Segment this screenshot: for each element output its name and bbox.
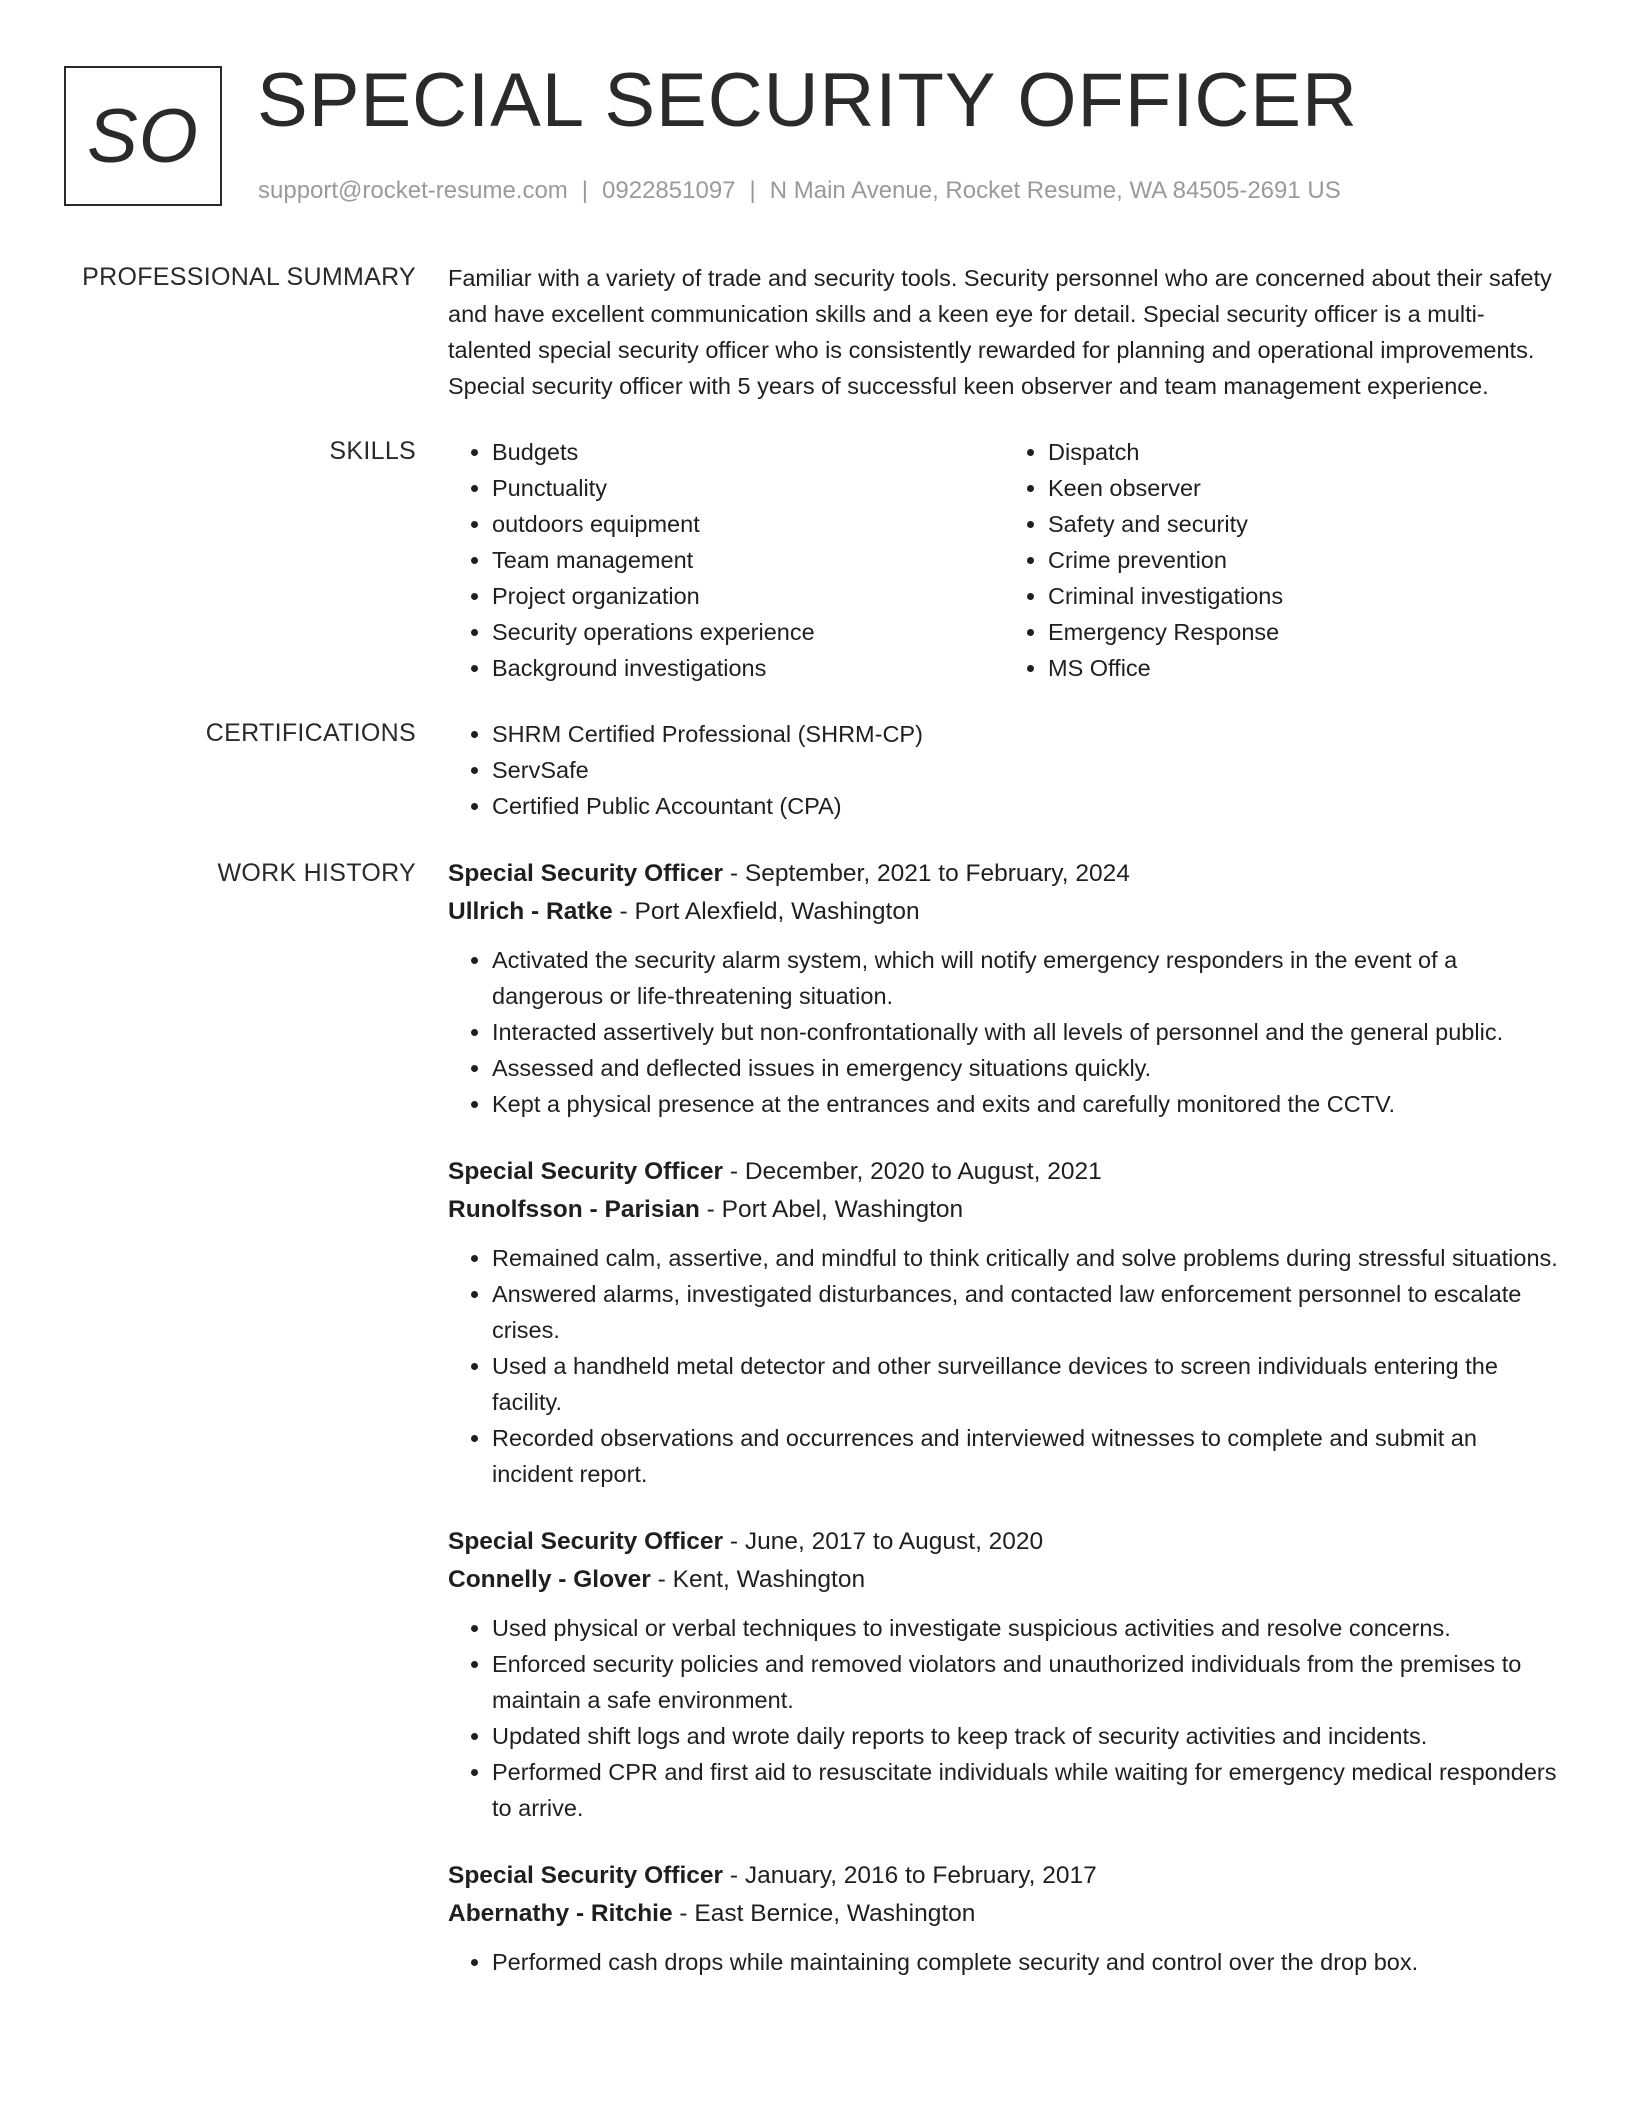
job-bullet: • Kept a physical presence at the entrances and exits and carefully monitored the CCTV. [492, 1086, 1560, 1122]
job-bullets [448, 942, 1560, 1122]
job-bullet: • Updated shift logs and wrote daily reports to keep track of security activities and incidents. [492, 1718, 1560, 1754]
job-dates: - June, 2017 to August, 2020 [723, 1528, 1044, 1555]
job-company: Abernathy - Ritchie [448, 1900, 673, 1927]
monogram-initials: SO [87, 93, 199, 179]
job-dates: - December, 2020 to August, 2021 [723, 1158, 1102, 1185]
skills-list-left [448, 434, 1004, 686]
job-title-line [448, 1858, 1560, 1894]
skill-item: • Emergency Response [1048, 614, 1560, 650]
contact-address: N Main Avenue, Rocket Resume, WA 84505-2691 US [769, 177, 1341, 204]
job-company-line [448, 1560, 1560, 1600]
job-bullet: • Performed CPR and first aid to resuscitate individuals while waiting for emergency medical responders to arrive. [492, 1754, 1560, 1826]
summary-text: Familiar with a variety of trade and security tools. Security personnel who are concerned about their safety and have excellent communication skills and a keen eye for detail. Special security officer is a multi-talented special security officer who is consistently rewarded for planning and operational improvements. Special security officer with 5 years of successful keen observer and team management experience. [448, 265, 1552, 399]
summary-section [0, 260, 1632, 404]
job-title-line [448, 1524, 1560, 1560]
skill-item: • Criminal investigations [1048, 578, 1560, 614]
skill-item: • Punctuality [492, 470, 1004, 506]
job-entry [448, 856, 1560, 1122]
job-role: Special Security Officer [448, 860, 724, 887]
job-dates: - January, 2016 to February, 2017 [723, 1862, 1097, 1889]
skill-item: • Crime prevention [1048, 542, 1560, 578]
contact-line [258, 176, 1341, 206]
job-bullets [448, 1240, 1560, 1492]
job-location: - East Bernice, Washington [672, 1900, 976, 1927]
skill-item: • Budgets [492, 434, 1004, 470]
job-bullets [448, 1944, 1560, 1980]
job-role: Special Security Officer [448, 1862, 724, 1889]
job-bullet: • Assessed and deflected issues in emergency situations quickly. [492, 1050, 1560, 1086]
job-bullet: • Performed cash drops while maintaining complete security and control over the drop box. [492, 1944, 1560, 1980]
job-title-line [448, 856, 1560, 892]
job-bullets [448, 1610, 1560, 1826]
job-role: Special Security Officer [448, 1528, 724, 1555]
job-company-line [448, 892, 1560, 932]
job-company-line [448, 1190, 1560, 1230]
skill-item: • Project organization [492, 578, 1004, 614]
job-bullet: • Recorded observations and occurrences and interviewed witnesses to complete and submit an incident report. [492, 1420, 1560, 1492]
section-title-work-history: WORK HISTORY [217, 859, 416, 887]
work-history-section [0, 856, 1632, 1980]
skill-item: • Safety and security [1048, 506, 1560, 542]
job-location: - Port Alexfield, Washington [612, 898, 920, 925]
job-bullet: • Used physical or verbal techniques to investigate suspicious activities and resolve concerns. [492, 1610, 1560, 1646]
section-title-summary: PROFESSIONAL SUMMARY [82, 263, 416, 291]
certifications-section [0, 716, 1632, 824]
section-title-certifications: CERTIFICATIONS [205, 719, 416, 747]
skill-item: • Team management [492, 542, 1004, 578]
section-title-skills: SKILLS [329, 437, 416, 465]
job-bullet: • Interacted assertively but non-confrontationally with all levels of personnel and the general public. [492, 1014, 1560, 1050]
job-company: Ullrich - Ratke [448, 898, 613, 925]
job-bullet: • Activated the security alarm system, which will notify emergency responders in the event of a dangerous or life-threatening situation. [492, 942, 1560, 1014]
skill-item: • Security operations experience [492, 614, 1004, 650]
job-entry [448, 1524, 1560, 1826]
contact-separator: | [581, 177, 589, 204]
job-bullet: • Used a handheld metal detector and other surveillance devices to screen individuals entering the facility. [492, 1348, 1560, 1420]
skill-item: • outdoors equipment [492, 506, 1004, 542]
skill-item: • Keen observer [1048, 470, 1560, 506]
monogram-box [64, 66, 222, 206]
job-company: Connelly - Glover [448, 1566, 651, 1593]
skill-item: • MS Office [1048, 650, 1560, 686]
resume-name: SPECIAL SECURITY OFFICER [257, 58, 1358, 143]
job-location: - Port Abel, Washington [699, 1196, 964, 1223]
job-title-line [448, 1154, 1560, 1190]
contact-email: support@rocket-resume.com [258, 177, 568, 204]
job-entry [448, 1858, 1560, 1980]
job-company-line [448, 1894, 1560, 1934]
contact-phone: 0922851097 [602, 177, 736, 204]
job-entry [448, 1154, 1560, 1492]
certification-item: • ServSafe [492, 752, 1560, 788]
resume-content [0, 260, 1632, 1980]
certification-item: • Certified Public Accountant (CPA) [492, 788, 1560, 824]
job-company: Runolfsson - Parisian [448, 1196, 700, 1223]
skills-section [0, 434, 1632, 686]
skill-item: • Background investigations [492, 650, 1004, 686]
job-bullet: • Remained calm, assertive, and mindful to think critically and solve problems during stressful situations. [492, 1240, 1560, 1276]
skills-list-right [1004, 434, 1560, 686]
job-bullet: • Answered alarms, investigated disturbances, and contacted law enforcement personnel to escalate crises. [492, 1276, 1560, 1348]
contact-separator: | [749, 177, 756, 204]
job-role: Special Security Officer [448, 1158, 724, 1185]
job-dates: - September, 2021 to February, 2024 [723, 860, 1130, 887]
certification-item: • SHRM Certified Professional (SHRM-CP) [492, 716, 1560, 752]
job-bullet: • Enforced security policies and removed violators and unauthorized individuals from the premises to maintain a safe environment. [492, 1646, 1560, 1718]
skill-item: • Dispatch [1048, 434, 1560, 470]
certifications-list [448, 716, 1560, 824]
job-location: - Kent, Washington [650, 1566, 866, 1593]
